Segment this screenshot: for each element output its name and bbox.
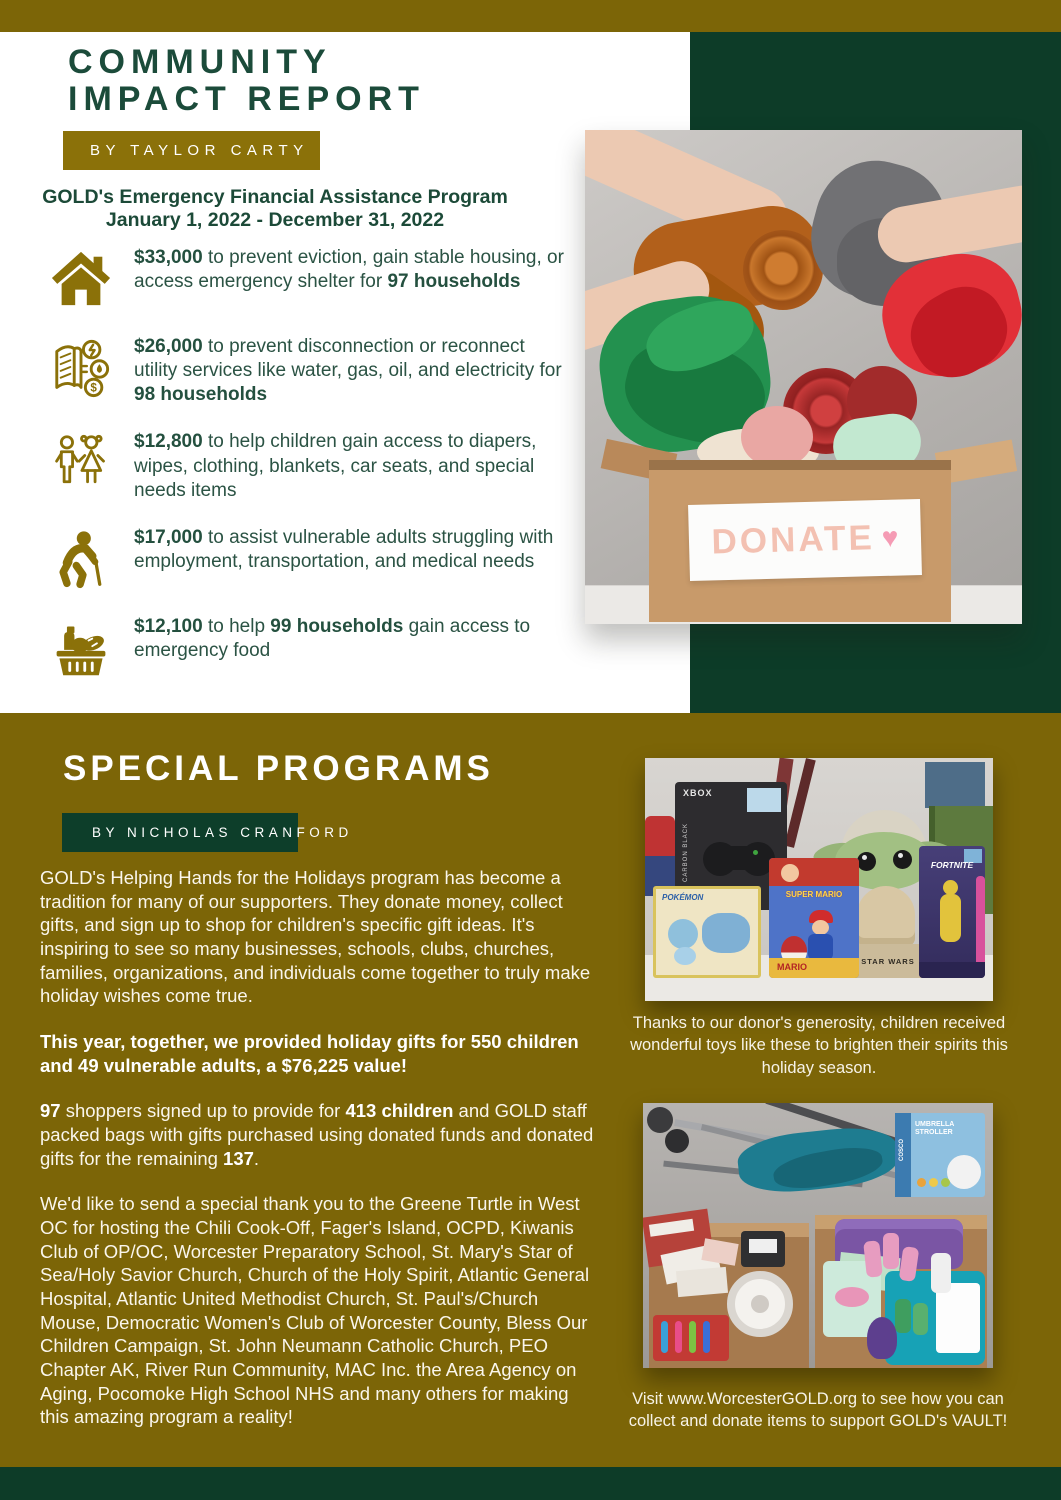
fortnite-figure-body: [940, 894, 961, 942]
toothbrush-pack: [653, 1315, 729, 1361]
fortnite-figure-head: [943, 880, 958, 895]
lotion-bottle-pink: [883, 1233, 899, 1269]
page-title-line2: IMPACT REPORT: [68, 80, 425, 119]
byline-taylor-carty: BY TAYLOR CARTY: [63, 131, 320, 170]
mario-box-bottom-band: [769, 958, 859, 978]
house-icon: [48, 246, 114, 312]
controller-button: [753, 850, 758, 855]
assistance-item-text: $26,000 to prevent disconnection or reconnect utility services like water, gas, oil, and electricity for 98 households: [134, 336, 562, 406]
carbon-black-label: CARBON BLACK: [683, 822, 689, 882]
bottle-white: [931, 1253, 951, 1293]
shampoo-bottle-green: [913, 1303, 928, 1335]
stroller-wheel: [665, 1129, 689, 1153]
wipes-pack: [676, 1267, 728, 1297]
food-basket-icon: [48, 615, 114, 681]
spiderman-figure: [645, 816, 675, 858]
assistance-item-text: $33,000 to prevent eviction, gain stable housing, or access emergency shelter for 97 households: [134, 247, 564, 293]
pokemon-logo-text: POKÉMON: [662, 893, 704, 902]
program-heading-line1: GOLD's Emergency Financial Assistance Program: [42, 186, 508, 208]
paragraph-helping-hands: GOLD's Helping Hands for the Holidays program has become a tradition for many of our supporters. They donate money, collect gifts, and sign up to shop for children's specific gift ideas. It's inspiring to see so many businesses, schools, clubs, churches, families, organizations, and individuals come together to truly make holiday wishes come true.: [40, 867, 591, 1007]
svg-text:$: $: [90, 381, 97, 395]
assistance-items-list: [48, 246, 570, 681]
photo-donated-toys: [645, 758, 993, 1001]
program-heading: [36, 186, 514, 232]
super-mario-toy-box: [769, 858, 859, 978]
grogu-eye-glint: [898, 853, 903, 858]
program-heading-line2: January 1, 2022 - December 31, 2022: [105, 209, 445, 231]
grogu-eye-glint: [862, 855, 867, 860]
utility-bill-icon: [48, 335, 114, 401]
mario-name-text: MARIO: [777, 962, 807, 972]
stroller-box-dot: [929, 1178, 938, 1187]
star-wars-label: STAR WARS: [861, 956, 915, 966]
grogu-eye: [857, 852, 876, 871]
super-mario-logo-text: SUPER MARIO: [785, 890, 843, 899]
assistance-item-text: $17,000 to assist vulnerable adults struggling with employment, transportation, and medical needs: [134, 526, 554, 572]
toothbrush: [675, 1321, 682, 1353]
pink-roll-in-box: [741, 406, 813, 468]
elderly-person-icon: [48, 526, 114, 592]
stroller-box: [895, 1113, 985, 1197]
smoke-alarm-carton-label: [649, 1219, 694, 1237]
page-title-line1: COMMUNITY: [68, 43, 332, 81]
photo-clothes-donation: [585, 130, 1022, 624]
smoke-alarm-button: [751, 1295, 769, 1313]
cosco-brand-text: COSCO: [899, 1139, 905, 1162]
paragraph-holiday-gifts-totals: This year, together, we provided holiday gifts for 550 children and 49 vulnerable adults, a $76,225 value!: [40, 1031, 579, 1076]
toothbrush: [689, 1321, 696, 1353]
toothbrush: [703, 1321, 710, 1353]
bottom-accent-bar: [0, 1467, 1061, 1500]
toys-photo-caption: Thanks to our donor's generosity, children received wonderful toys like these to brighten their spirits this holiday season.: [630, 1014, 1008, 1077]
toothbrush: [661, 1321, 668, 1353]
grogu-plush-body: [857, 886, 915, 946]
donate-label: [688, 499, 922, 581]
xbox-box-sticker: [747, 788, 781, 812]
stroller-wheel: [647, 1107, 673, 1133]
stroller-box-dot: [917, 1178, 926, 1187]
assistance-item-adults: [48, 526, 570, 592]
stroller-box-dot: [941, 1178, 950, 1187]
photo-donation-boxes: [643, 1103, 993, 1368]
assistance-item-children: [48, 430, 570, 502]
mario-figure-body: [808, 934, 833, 960]
assistance-item-housing: [48, 246, 570, 312]
heart-icon: ♥: [881, 521, 899, 553]
special-programs-title: SPECIAL PROGRAMS: [63, 749, 494, 788]
baby-wipes-label: [835, 1287, 869, 1307]
soap-dispenser-label: [749, 1239, 777, 1253]
umbrella-stroller-text: UMBRELLA STROLLER: [915, 1121, 955, 1137]
smoke-alarm: [727, 1271, 793, 1337]
children-icon: [48, 430, 114, 496]
pokemon-figure: [674, 947, 696, 965]
assistance-item-utilities: [48, 335, 570, 407]
bottle-purple: [867, 1317, 897, 1359]
assistance-item-text: $12,800 to help children gain access to diapers, wipes, clothing, blankets, car seats, and special needs items: [134, 431, 537, 501]
paragraph-thank-you: We'd like to send a special thank you to the Greene Turtle in West OC for hosting the Chili Cook-Off, Fager's Island, OCPD, Kiwanis Club of OP/OC, Worcester Preparatory School, St. Mary's Star of Sea/Holy Savior Church, Church of the Holy Spirit, Atlantic General Hospital, Atlantic United Methodist Church, St. Paul's/Church Mouse, Democratic Women's Club of Worcester County, Bless Our Children Campaign, St. John Neumann Catholic Church, PEO Chapter AK, River Run Community, MAC Inc. the Area Agency on Aging, Pocomoke High School NHS and many others for making this amazing program a reality!: [40, 1193, 590, 1428]
xbox-logo-text: XBOX: [683, 788, 713, 798]
fortnite-toy-box: [919, 846, 985, 978]
soap-dispenser: [741, 1231, 785, 1267]
page-title: [68, 44, 425, 119]
fortnite-box-accent: [976, 876, 985, 971]
fortnite-box-bottom-band: [919, 962, 985, 978]
background-toy-box: [925, 762, 985, 808]
mario-box-face-art: [781, 864, 799, 882]
pokemon-figure: [702, 913, 750, 953]
pokemon-toy-box: [653, 886, 761, 978]
pokemon-figure: [668, 919, 698, 949]
paragraph-shoppers: 97 shoppers signed up to provide for 413 children and GOLD staff packed bags with gifts purchased using donated funds and donated gifts for the remaining 137.: [40, 1100, 594, 1169]
assistance-item-food: [48, 615, 570, 681]
diaper-pack-label: [936, 1283, 980, 1353]
fortnite-logo-text: FORTNITE: [930, 860, 974, 870]
assistance-item-text: $12,100 to help 99 households gain access to emergency food: [134, 615, 531, 661]
vault-photo-caption: Visit www.WorcesterGOLD.org to see how you can collect and donate items to support GOLD's VAULT!: [628, 1390, 1008, 1431]
shampoo-bottle-green: [895, 1299, 911, 1333]
special-programs-body: [40, 866, 602, 1429]
byline-nicholas-cranford: BY NICHOLAS CRANFORD: [62, 813, 298, 852]
grogu-eye: [893, 850, 912, 869]
donate-label-text: DONATE: [711, 518, 876, 562]
top-accent-bar: [0, 0, 1061, 32]
mario-figure-face: [812, 920, 829, 935]
stroller-box-photo-circle: [947, 1155, 981, 1189]
